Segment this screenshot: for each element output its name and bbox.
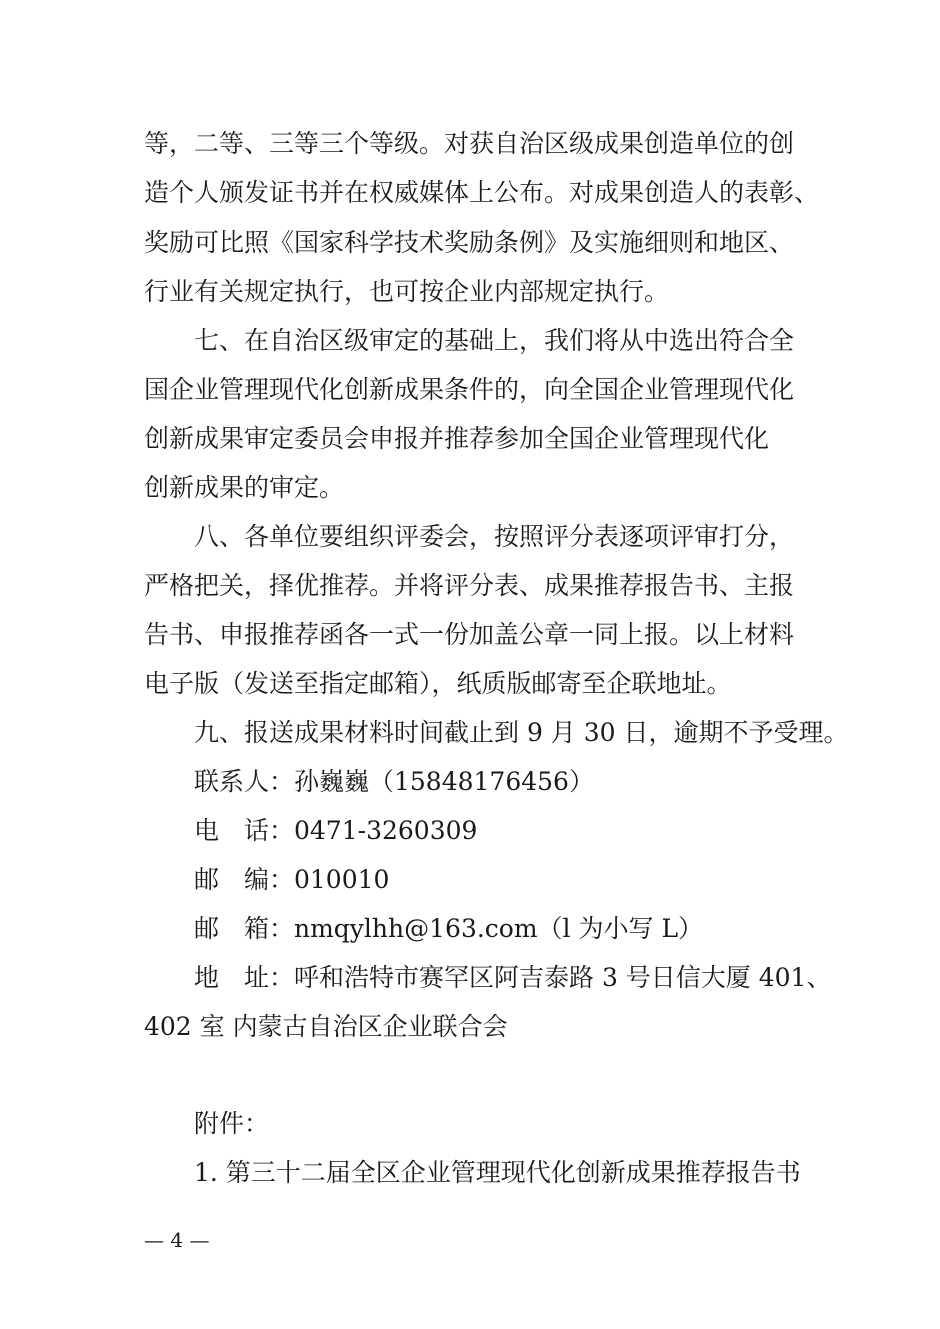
address-line-2: 402 室 内蒙古自治区企业联合会 [144,1012,508,1041]
page-number: — 4 — [144,1228,210,1252]
body-line-3: 奖励可比照《国家科学技术奖励条例》及实施细则和地区、 [144,228,795,257]
email-line: 邮 箱：nmqylhh@163.com（l 为小写 L） [194,914,704,943]
postcode-line: 邮 编：010010 [194,865,390,894]
deadline-line: 九、报送成果材料时间截止到 9 月 30 日，逾期不予受理。 [194,718,849,747]
phone-line: 电 话：0471-3260309 [194,816,478,845]
attachment-item-1: 1. 第三十二届全区企业管理现代化创新成果推荐报告书 [194,1158,801,1187]
body-line-2: 造个人颁发证书并在权威媒体上公布。对成果创造人的表彰、 [144,178,820,207]
body-line-1: 等，二等、三等三个等级。对获自治区级成果创造单位的创 [144,129,795,158]
attachment-heading: 附件： [194,1109,270,1138]
body-line-9: 八、各单位要组织评委会，按照评分表逐项评审打分， [194,522,795,551]
contact-person-line: 联系人：孙巍巍（15848176456） [194,767,594,796]
body-line-10: 严格把关，择优推荐。并将评分表、成果推荐报告书、主报 [144,571,795,600]
body-line-6: 国企业管理现代化创新成果条件的，向全国企业管理现代化 [144,375,795,404]
body-line-12: 电子版（发送至指定邮箱），纸质版邮寄至企联地址。 [144,669,732,698]
address-line-1: 地 址：呼和浩特市赛罕区阿吉泰路 3 号日信大厦 401、 [194,963,832,992]
body-line-8: 创新成果的审定。 [144,473,345,502]
body-line-11: 告书、申报推荐函各一式一份加盖公章一同上报。以上材料 [144,620,795,649]
body-line-5: 七、在自治区级审定的基础上，我们将从中选出符合全 [194,326,795,355]
body-line-7: 创新成果审定委员会申报并推荐参加全国企业管理现代化 [144,424,770,453]
body-line-4: 行业有关规定执行，也可按企业内部规定执行。 [144,277,670,306]
